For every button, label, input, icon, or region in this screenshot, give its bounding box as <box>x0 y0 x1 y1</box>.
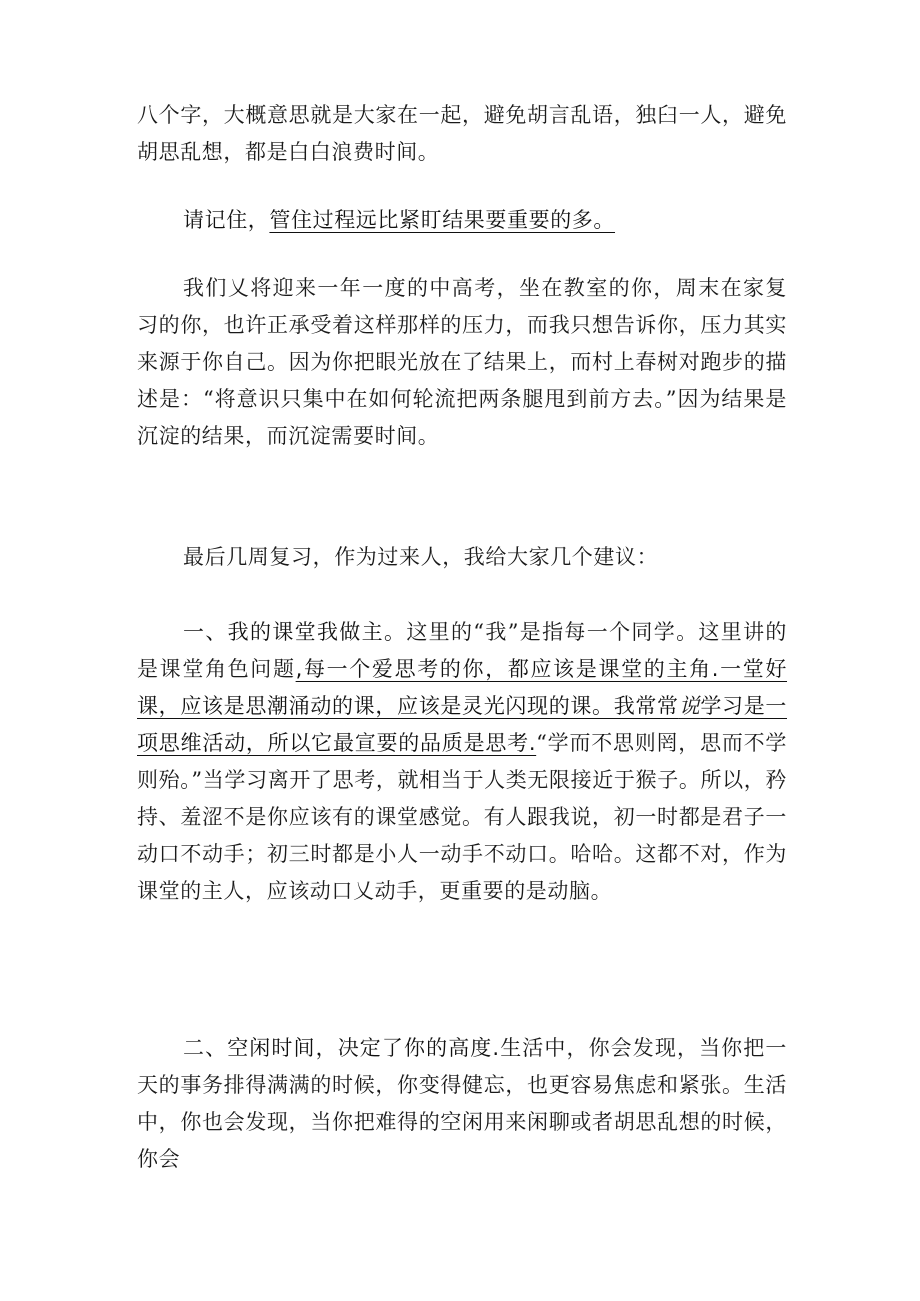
paragraph-4-text: 最后几周复习，作为过来人，我给大家几个建议： <box>183 545 659 569</box>
section-2-heading: 二、空闲时间，决定了你的高度. <box>183 1036 500 1060</box>
paragraph-2-lead: 请记住， <box>183 208 270 232</box>
paragraph-5-underlined-2: 学习是一项思维活动，所以它最宣要的品质是思考. <box>137 694 787 755</box>
paragraph-2-underlined: 管住过程远比紧盯结果要重要的多。 <box>269 208 616 232</box>
paragraph-1 <box>137 97 787 171</box>
section-1-heading: 一、我的课堂我做主。 <box>183 620 407 644</box>
paragraph-6 <box>137 1030 787 1178</box>
paragraph-1-text: 八个字，大概意思就是大家在一起，避免胡言乱语，独臼一人，避免胡思乱想，都是白白浪费时间。 <box>137 103 787 164</box>
paragraph-2 <box>137 202 787 239</box>
paragraph-4 <box>137 539 787 576</box>
paragraph-5-underlined-italic: 说 <box>678 694 701 718</box>
paragraph-5-text-1: 这里的“我”是指每一个同学。这里讲的是课堂角色问题 <box>137 620 787 681</box>
paragraph-5 <box>137 614 787 910</box>
paragraph-5-text-2: “学而不思则罔，思而不学则殆。”当学习离开了思考，就相当于人类无限接近于猴子。所以，矜持、羞涩不是你应该有的课堂感觉。有人跟我说，初一时都是君子一动口不动手；初三时都是小人一动手不动口。哈哈。这都不对，作为课堂的主人，应该动口乂动手，更重要的是动脑。 <box>137 731 787 903</box>
paragraph-3 <box>137 270 787 455</box>
paragraph-5-underlined-1: ,每一个爱思考的你，都应该是课堂的主角.一堂好课，应该是思潮涌动的课，应该是灵光闪现的课。我常常 <box>137 657 788 718</box>
paragraph-6-text: 生活中，你会发现，当你把一天的事务排得满满的时候，你变得健忘，也更容易焦虑和紧张。生活中，你也会发现，当你把难得的空闲用来闲聊或者胡思乱想的时候，你会 <box>137 1036 787 1171</box>
paragraph-3-text: 我们乂将迎来一年一度的中高考，坐在教室的你，周末在家复习的你，也许正承受着这样那样的压力，而我只想告诉你，压力其实来源于你自己。因为你把眼光放在了结果上，而村上春树对跑步的描述是：“将意识只集中在如何轮流把两条腿甩到前方去。”因为结果是沉淀的结果，而沉淀需要时间。 <box>137 276 787 448</box>
